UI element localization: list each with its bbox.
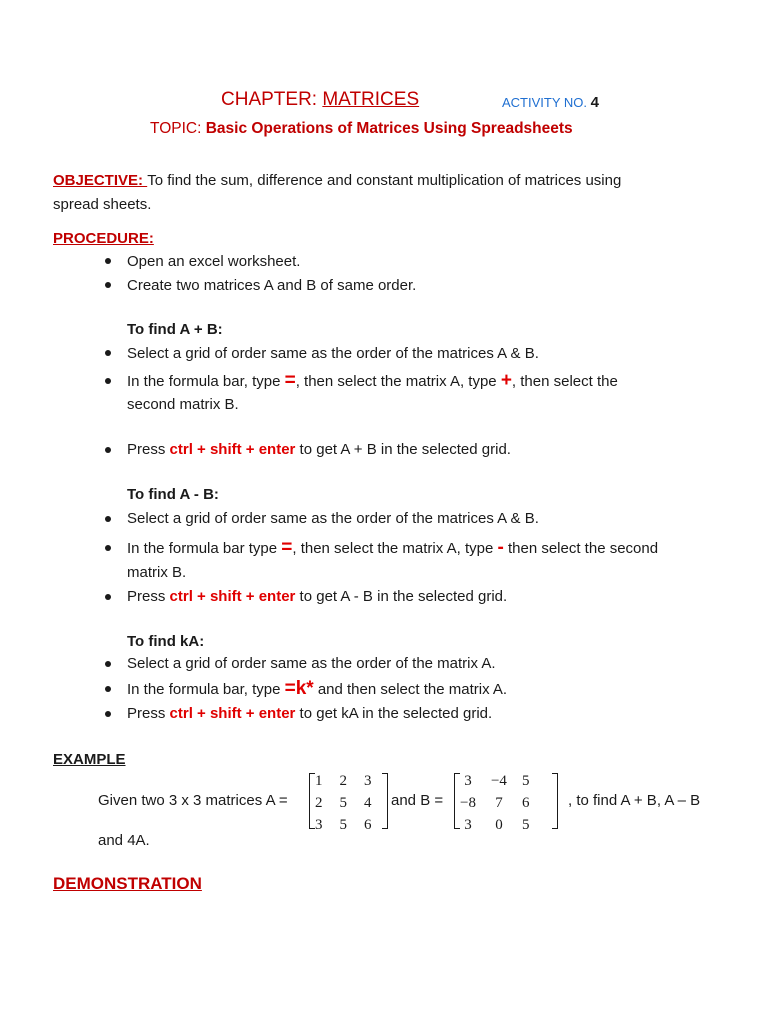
example-text-line-2: and 4A. — [98, 832, 150, 849]
example-text-mid: and B = — [391, 792, 444, 809]
matrix-cell: 0 — [495, 817, 503, 833]
scalar-key-combo: ctrl + shift + enter — [169, 705, 296, 722]
matrix-cell: 5 — [339, 817, 347, 833]
objective-text-1: To find the sum, difference and constant multiplication of matrices using — [147, 172, 622, 189]
scalar-item-3-b: to get kA in the selected grid. — [295, 705, 493, 722]
diff-item-2 — [127, 536, 658, 560]
diff-item-2-b: , then select the matrix A, type — [292, 540, 498, 557]
diff-item-1: Select a grid of order same as the order of the matrices A & B. — [127, 510, 539, 527]
diff-heading: To find A - B: — [127, 486, 219, 503]
objective-label: OBJECTIVE: — [53, 172, 148, 189]
diff-item-2-c: then select the second — [503, 540, 659, 557]
procedure-item-1: Open an excel worksheet. — [127, 253, 301, 270]
matrix-cell: 4 — [364, 795, 372, 811]
example-label: EXAMPLE — [53, 751, 126, 768]
topic-text: Basic Operations of Matrices Using Spreadsheets — [205, 120, 573, 137]
chapter-name: MATRICES — [322, 89, 420, 110]
matrix-cell: 6 — [521, 795, 530, 811]
bullet-dot — [105, 661, 111, 667]
diff-minus-sign: - — [497, 537, 504, 558]
matrix-cell: 7 — [495, 795, 503, 811]
sum-item-3-a: Press — [127, 441, 170, 458]
matrix-cell: 5 — [339, 795, 347, 811]
sum-equals-sign: = — [284, 370, 296, 391]
scalar-item-3 — [127, 702, 492, 725]
bullet-dot — [105, 594, 111, 600]
matrix-cell: 3 — [315, 817, 323, 833]
diff-item-3-b: to get A - B in the selected grid. — [295, 588, 508, 605]
bullet-dot — [105, 350, 111, 356]
activity-number — [502, 94, 599, 111]
matrix-cell: −4 — [490, 773, 507, 789]
sum-item-2-a: In the formula bar, type — [127, 373, 285, 390]
diff-equals-sign: = — [281, 537, 293, 558]
scalar-heading: To find kA: — [127, 633, 205, 650]
bullet-dot — [105, 711, 111, 717]
demonstration-heading: DEMONSTRATION — [53, 874, 202, 893]
matrix-cell: 3 — [464, 817, 472, 833]
sum-item-2-line-2: second matrix B. — [127, 396, 239, 413]
scalar-formula: =k* — [284, 678, 314, 699]
objective-line-1 — [53, 169, 621, 192]
matrix-b-right-bracket — [552, 773, 558, 829]
example-text-post: , to find A + B, A – B — [568, 792, 701, 809]
bullet-dot — [105, 545, 111, 551]
bullet-dot — [105, 378, 111, 384]
topic-line — [150, 120, 573, 138]
sum-item-3-b: to get A + B in the selected grid. — [295, 441, 511, 458]
sum-heading: To find A + B: — [127, 321, 223, 338]
example-text-pre: Given two 3 x 3 matrices A = — [98, 792, 288, 809]
activity-label: ACTIVITY NO. — [502, 95, 591, 110]
matrix-cell: 6 — [364, 817, 372, 833]
matrix-cell: −8 — [460, 795, 476, 811]
bullet-dot — [105, 516, 111, 522]
matrix-cell: 2 — [339, 773, 347, 789]
scalar-item-2 — [127, 677, 507, 701]
scalar-item-2-b: and then select the matrix A. — [313, 681, 508, 698]
matrix-cell: 5 — [521, 817, 530, 833]
chapter-title — [221, 89, 419, 111]
scalar-item-2-a: In the formula bar, type — [127, 681, 285, 698]
matrix-cell: 1 — [315, 773, 323, 789]
bullet-dot — [105, 282, 111, 288]
matrix-cell: 3 — [464, 773, 472, 789]
procedure-item-2: Create two matrices A and B of same order. — [127, 277, 417, 294]
procedure-label: PROCEDURE: — [53, 230, 154, 247]
objective-line-2: spread sheets. — [53, 196, 152, 213]
diff-key-combo: ctrl + shift + enter — [169, 588, 296, 605]
matrix-b — [460, 770, 529, 836]
sum-key-combo: ctrl + shift + enter — [169, 441, 296, 458]
topic-label: TOPIC: — [150, 120, 206, 137]
matrix-cell: 2 — [315, 795, 323, 811]
sum-item-2 — [127, 369, 618, 393]
chapter-label: CHAPTER: — [221, 89, 323, 110]
diff-item-3-a: Press — [127, 588, 170, 605]
matrix-cell: 3 — [364, 773, 372, 789]
bullet-dot — [105, 258, 111, 264]
matrix-a-right-bracket — [382, 773, 388, 829]
scalar-item-3-a: Press — [127, 705, 170, 722]
scalar-item-1: Select a grid of order same as the order of the matrix A. — [127, 655, 496, 672]
sum-item-3 — [127, 438, 511, 461]
bullet-dot — [105, 447, 111, 453]
diff-item-3 — [127, 585, 507, 608]
sum-item-2-b: , then select the matrix A, type — [295, 373, 501, 390]
diff-item-2-line-2: matrix B. — [127, 564, 187, 581]
matrix-cell: 5 — [521, 773, 530, 789]
sum-plus-sign: + — [500, 370, 512, 391]
sum-item-1: Select a grid of order same as the order of the matrices A & B. — [127, 345, 539, 362]
activity-value: 4 — [590, 94, 599, 111]
matrix-a — [315, 770, 372, 836]
bullet-dot — [105, 686, 111, 692]
diff-item-2-a: In the formula bar type — [127, 540, 282, 557]
sum-item-2-c: , then select the — [511, 373, 618, 390]
